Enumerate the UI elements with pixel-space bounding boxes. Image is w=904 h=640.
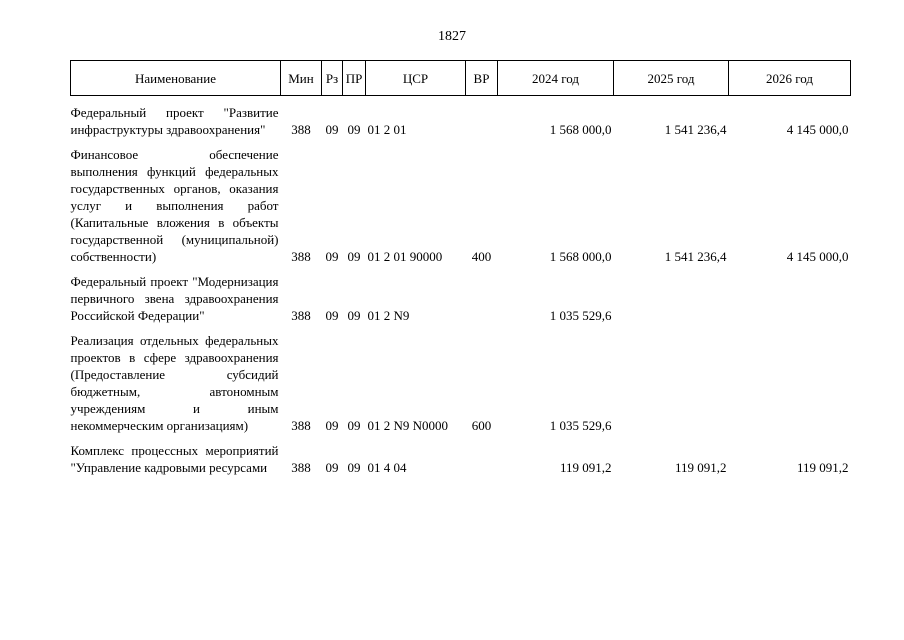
table-row — [71, 442, 851, 476]
row-vr: 400 — [471, 249, 492, 264]
budget-table — [70, 60, 851, 476]
row-2025: 1 541 236,4 — [664, 122, 727, 137]
row-2025 — [614, 273, 729, 324]
row-pr: 09 — [347, 249, 361, 264]
row-min: 388 — [291, 308, 311, 323]
header-2026: 2026 год — [729, 61, 851, 96]
row-2026 — [729, 332, 851, 434]
row-2024: 1 568 000,0 — [549, 122, 612, 137]
row-name: Финансовое обеспечение выполнения функций федеральных государственных органов, оказания услуг и выполнения работ (Капитальные вложения в объекты государственной (муниципальной) собственности) — [70, 147, 279, 264]
row-2024: 1 035 529,6 — [549, 308, 612, 323]
table-row — [71, 273, 851, 324]
header-min: Мин — [281, 61, 322, 96]
row-rz: 09 — [325, 249, 339, 264]
row-vr — [466, 273, 498, 324]
row-name: Комплекс процессных мероприятий "Управление кадровыми ресурсами — [70, 443, 279, 475]
row-csr: 01 2 01 — [367, 122, 407, 137]
row-rz: 09 — [325, 418, 339, 433]
row-2024: 1 035 529,6 — [549, 418, 612, 433]
row-pr: 09 — [347, 122, 361, 137]
row-csr: 01 2 N9 — [367, 308, 410, 323]
page-number: 1827 — [438, 29, 466, 44]
row-2025: 119 091,2 — [674, 460, 727, 475]
row-rz: 09 — [325, 308, 339, 323]
header-2024: 2024 год — [498, 61, 614, 96]
row-min: 388 — [291, 418, 311, 433]
row-min: 388 — [291, 122, 311, 137]
table-row — [71, 146, 851, 265]
row-2026 — [729, 273, 851, 324]
row-csr: 01 4 04 — [367, 460, 407, 475]
row-rz: 09 — [325, 460, 339, 475]
table-row — [71, 332, 851, 434]
header-pr: ПР — [343, 61, 366, 96]
row-vr — [466, 442, 498, 476]
row-vr — [466, 104, 498, 138]
row-rz: 09 — [325, 122, 339, 137]
row-csr: 01 2 01 90000 — [367, 249, 443, 264]
row-2025 — [614, 332, 729, 434]
row-min: 388 — [291, 249, 311, 264]
table-row — [71, 104, 851, 138]
header-rz: Рз — [322, 61, 343, 96]
row-2026: 4 145 000,0 — [786, 249, 849, 264]
row-2024: 1 568 000,0 — [549, 249, 612, 264]
row-vr: 600 — [471, 418, 492, 433]
row-pr: 09 — [347, 418, 361, 433]
row-2025: 1 541 236,4 — [664, 249, 727, 264]
row-name: Федеральный проект "Модернизация первичного звена здравоохранения Российской Федерации" — [70, 274, 279, 323]
row-2026: 119 091,2 — [796, 460, 849, 475]
header-csr: ЦСР — [366, 61, 466, 96]
header-2025: 2025 год — [614, 61, 729, 96]
header-name: Наименование — [71, 61, 281, 96]
row-name: Реализация отдельных федеральных проектов в сфере здравоохранения (Предоставление субсидий бюджетным, автономным учреждениям и иным некоммерческим организациям) — [70, 333, 279, 433]
row-min: 388 — [291, 460, 311, 475]
row-name: Федеральный проект "Развитие инфраструктуры здравоохранения" — [70, 105, 279, 137]
header-vr: ВР — [466, 61, 498, 96]
row-pr: 09 — [347, 460, 361, 475]
table-header-row — [71, 61, 851, 96]
row-pr: 09 — [347, 308, 361, 323]
row-2024: 119 091,2 — [559, 460, 612, 475]
row-csr: 01 2 N9 N0000 — [367, 418, 449, 433]
row-2026: 4 145 000,0 — [786, 122, 849, 137]
